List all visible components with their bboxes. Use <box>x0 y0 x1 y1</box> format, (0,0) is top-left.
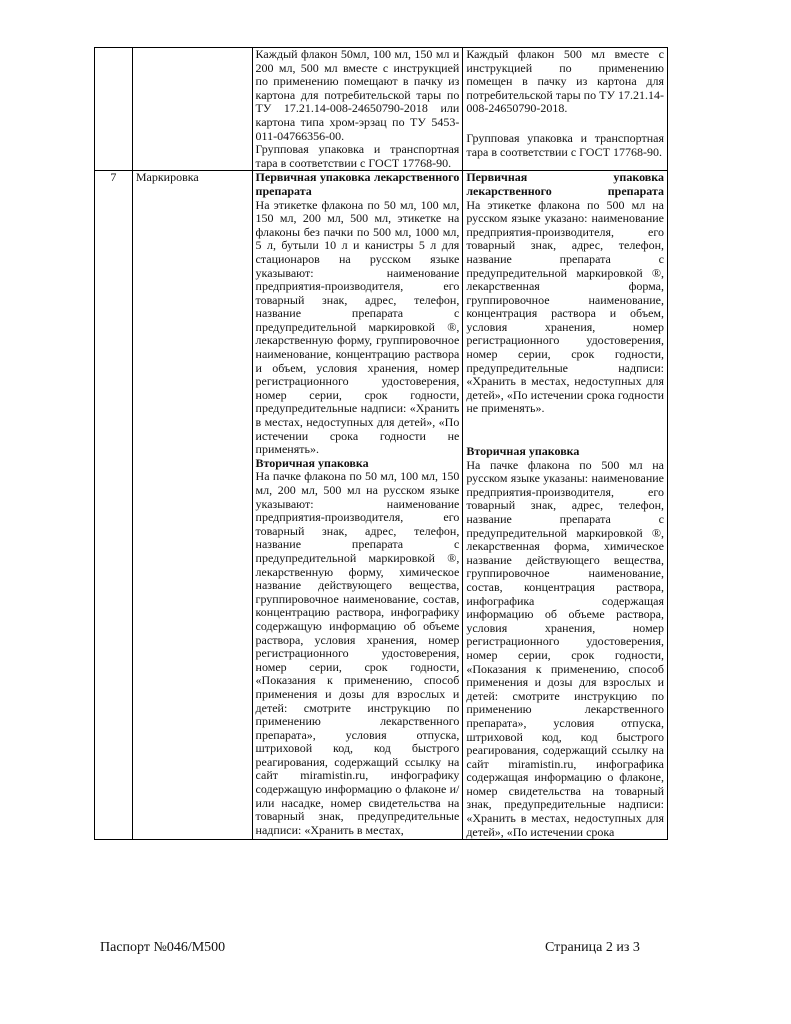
secondary-packaging-heading: Вторичная упаковка <box>255 455 369 470</box>
secondary-packaging-text: На пачке флакона по 500 мл на русском языке указаны: наименование предприятия-производителя, его товарный знак, адрес, телефон, название препарата с предупредительной маркировкой ®, лекарственная форма, химическое название действующего вещества, группировочное наименование, состав, концентрация раствора, инфографика содержащая информацию об объеме раствора, условия хранения, номер регистрационного удостоверения, номер серии, срок годности, «Показания к применению, способ применения и дозы для взрослых и детей: смотрите инструкцию по применению лекарственного препарата», условия отпуска, штриховой код, код быстрого реагирования, содержащий ссылку на сайт miramistin.ru, инфографика содержащая информацию о флаконе, номер свидетельства на товарный знак, предупредительные надписи: «Хранить в местах, недоступных для детей», «По истечении срока <box>466 457 664 839</box>
marking-cell-new <box>463 171 668 840</box>
packaging-text: Каждый флакон 50мл, 100 мл, 150 мл и 200 мл, 500 мл вместе с инструкцией по применению помещают в пачку из картона для потребительской тары по ТУ 17.21.14-008-24650790-2018 или картона типа хром-эрзац по ТУ 5453-011-04766356-00. <box>255 47 460 143</box>
secondary-packaging-heading: Вторичная упаковка <box>466 444 580 459</box>
group-packaging-text: Групповая упаковка и транспортная тара в соответствии с ГОСТ 17768-90. <box>255 142 460 170</box>
passport-number: Паспорт №046/М500 <box>100 940 226 955</box>
table-row <box>95 171 668 840</box>
primary-packaging-heading: Первичная упаковка лекарственного препарата <box>466 170 664 198</box>
group-packaging-text: Групповая упаковка и транспортная тара в соответствии с ГОСТ 17768-90. <box>466 130 664 159</box>
marking-cell-current <box>252 171 463 840</box>
primary-packaging-heading: Первичная упаковка лекарственного препарата <box>255 170 460 198</box>
row-name-cell: Маркировка <box>132 171 252 840</box>
primary-packaging-text: На этикетке флакона по 500 мл на русском языке указано: наименование предприятия-производителя, его товарный знак, адрес, телефон, название препарата с предупредительной маркировкой ®, лекарственная форма, группировочное наименование, концентрация раствора и объем, условия хранения, номер регистрационного удостоверения, номер серии, срок годности, предупредительные надписи: «Хранить в местах, недоступных для детей», «По истечении срока годности не применять». <box>466 197 664 416</box>
table-row <box>95 48 668 171</box>
row-number-cell: 7 <box>95 171 133 840</box>
secondary-packaging-text: На пачке флакона по 50 мл, 100 мл, 150 мл, 200 мл, 500 мл на русском языке указывают: наименование предприятия-производителя, его товарный знак, адрес, телефон, название препарата с предупредительной маркировкой ®, лекарственную форму, химическое название действующего вещества, группировочное наименование, состав, концентрацию раствора, инфографику содержащую информацию об объеме раствора, условия хранения, номер регистрационного удостоверения, номер серии, срок годности, «Показания к применению, способ применения и дозы для взрослых и детей: смотрите инструкцию по применению лекарственного препарата», условия отпуска, штриховой код, код быстрого реагирования, содержащий ссылку на сайт miramistin.ru, инфографику содержащую информацию о флаконе и/или насадке, номер свидетельства на товарный знак, предупредительные надписи: «Хранить в местах, <box>255 469 460 837</box>
packaging-cell-current <box>252 48 463 171</box>
packaging-text: Каждый флакон 500 мл вместе с инструкцией по применению помещен в пачку из картона для потребительской тары по ТУ 17.21.14-008-24650790-2018. <box>466 47 664 116</box>
row-name-cell <box>132 48 252 171</box>
row-number-cell <box>95 48 133 171</box>
primary-packaging-text: На этикетке флакона по 50 мл, 100 мл, 150 мл, 200 мл, 500 мл, этикетке на флаконы без пачки по 500 мл, 1000 мл, 5 л, бутыли 10 л и канистры 5 л для стационаров на русском языке указывают: наименование предприятия-производителя, его товарный знак, адрес, телефон, название препарата с предупредительной маркировкой ®, лекарственную форму, группировочное наименование, концентрацию раствора и объем, условия хранения, номер регистрационного удостоверения, номер серии, срок годности, предупредительные надписи: «Хранить в местах, недоступных для детей», «По истечении срока годности не применять». <box>255 197 460 457</box>
packaging-cell-new <box>463 48 668 171</box>
comparison-table <box>94 47 668 840</box>
page-number: Страница 2 из 3 <box>545 940 640 955</box>
